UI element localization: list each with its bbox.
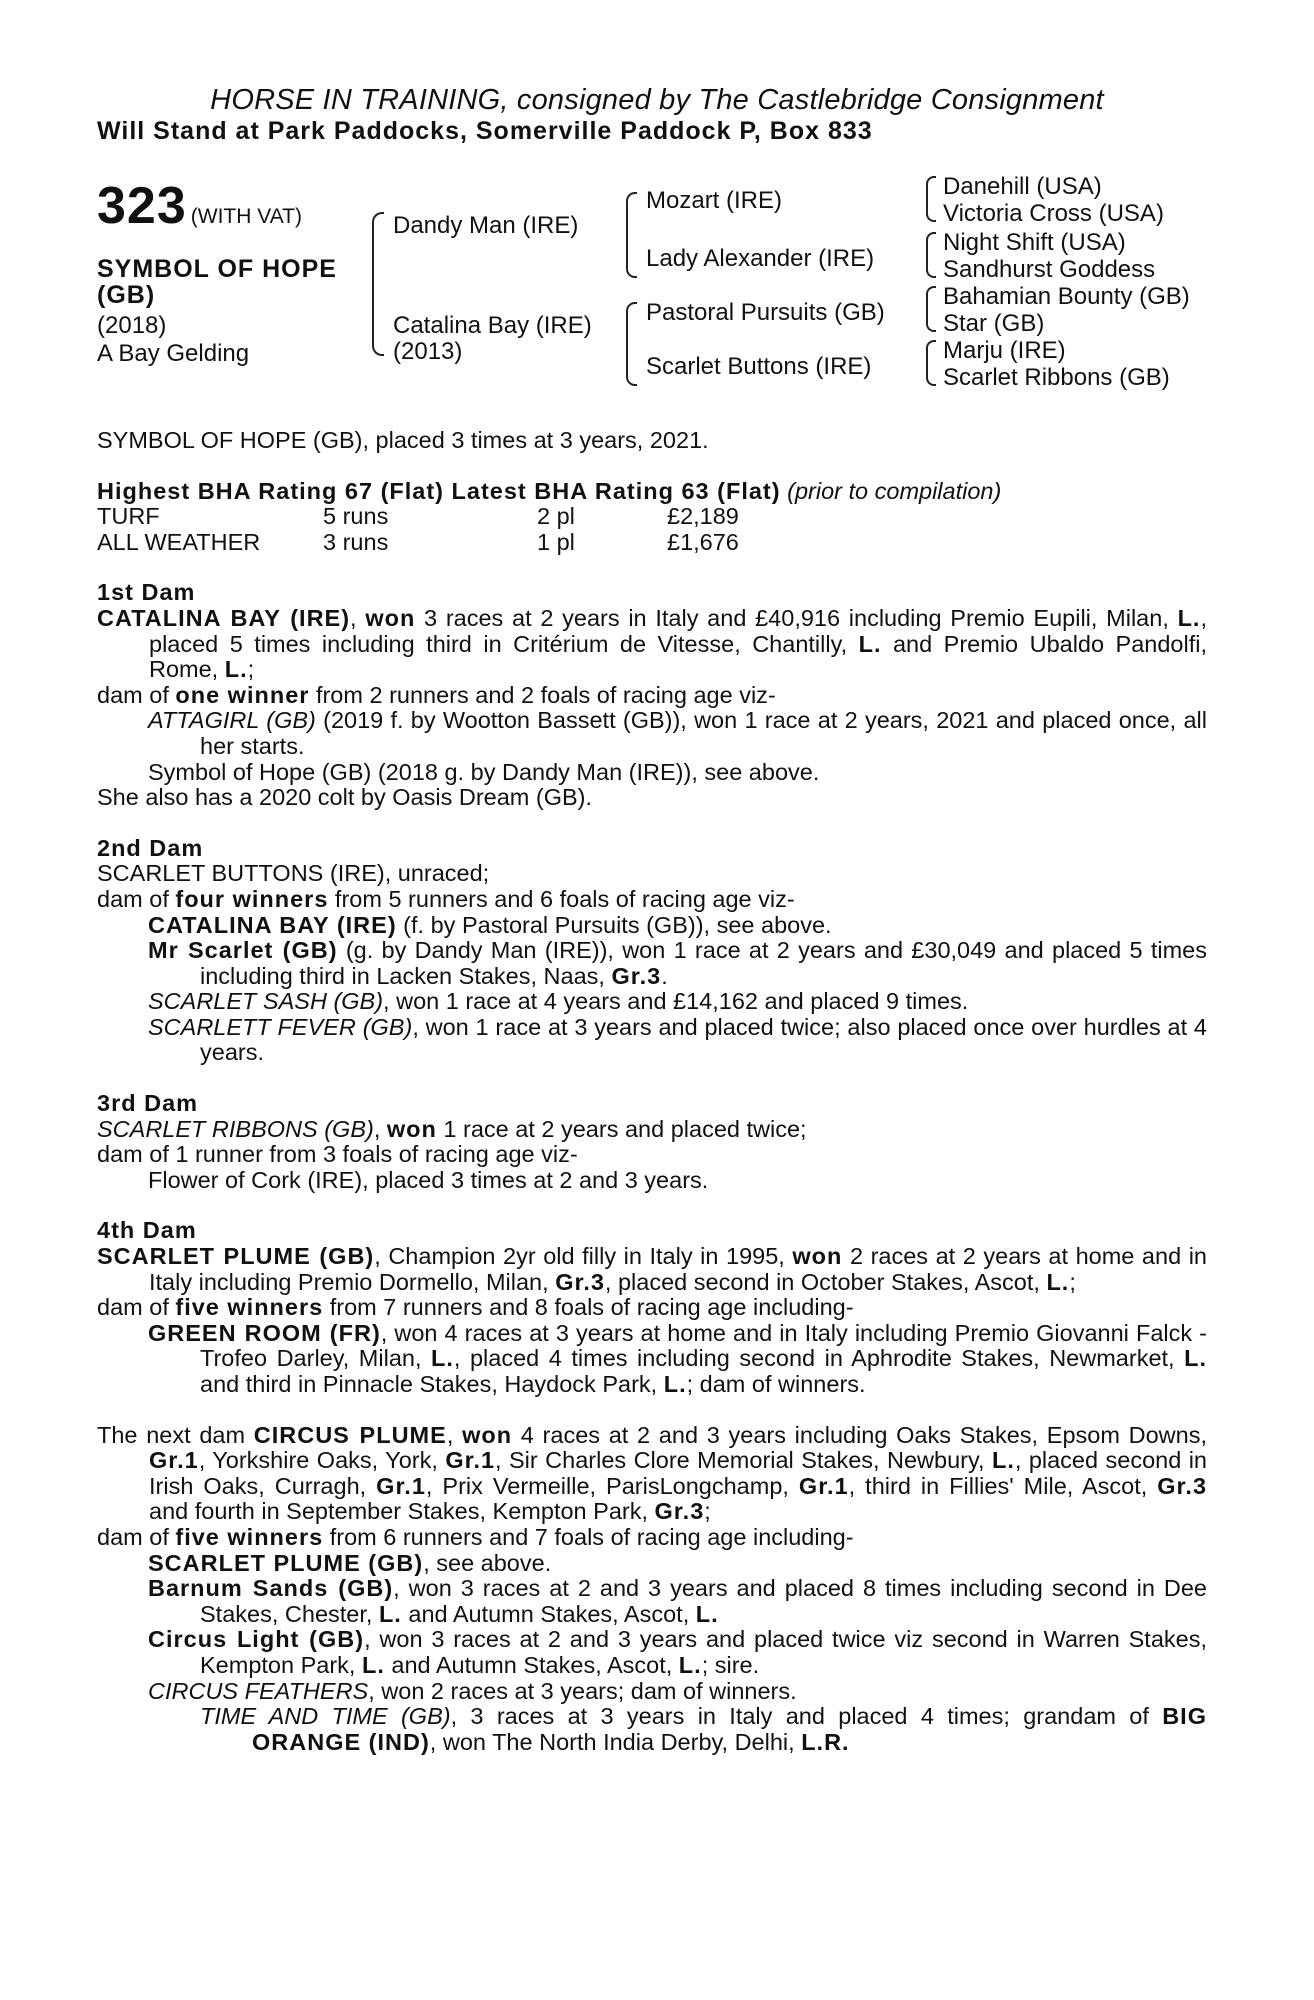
- horse-description: A Bay Gelding: [97, 340, 250, 367]
- prize-money: £2,189: [667, 503, 739, 530]
- produce-entry: Symbol of Hope (GB) (2018 g. by Dandy Man (IRE)), see above.: [148, 758, 820, 785]
- great-grandsire-2: Night Shift (USA): [943, 229, 1126, 256]
- rating-text: Highest BHA Rating 67 (Flat) Latest BHA Rating 63 (Flat): [97, 477, 781, 504]
- race-summary: SYMBOL OF HOPE (GB), placed 3 times at 3 years, 2021.: [97, 427, 709, 453]
- pedigree-brace: [926, 232, 936, 278]
- table-row: [97, 504, 739, 530]
- surface: TURF: [97, 503, 160, 530]
- vat-note: (WITH VAT): [190, 205, 302, 228]
- great-granddam-4: Scarlet Ribbons (GB): [943, 364, 1170, 391]
- pedigree-brace: [626, 192, 637, 278]
- runs: 3 runs: [323, 528, 389, 555]
- produce-entry: SCARLETT FEVER (GB), won 1 race at 3 years and placed twice; also placed once over hurdles at 4 years.: [148, 1013, 1207, 1066]
- produce-entry: SCARLET SASH (GB), won 1 race at 4 years and £14,162 and placed 9 times.: [148, 988, 969, 1015]
- produce-entry: CIRCUS FEATHERS, won 2 races at 3 years; dam of winners.: [148, 1677, 797, 1704]
- produce-entry: GREEN ROOM (FR), won 4 races at 3 years at home and in Italy including Premio Giovanni Falck - Trofeo Darley, Milan, L., placed 4 times including second in Aphrodite Stakes, Newmarket, L. and third in Pinnacle Stakes, Haydock Park, L.; dam of winners.: [148, 1319, 1207, 1397]
- great-granddam-2: Sandhurst Goddess: [943, 256, 1156, 283]
- produce-entry: Mr Scarlet (GB) (g. by Dandy Man (IRE)), won 1 race at 2 years and £30,049 and placed 5 times including third in Lacken Stakes, Naas, Gr.3.: [148, 937, 1207, 989]
- great-grandsire-3: Bahamian Bounty (GB): [943, 283, 1190, 310]
- dam-sire: Pastoral Pursuits (GB): [646, 299, 885, 326]
- prize-money: £1,676: [667, 528, 739, 555]
- rating-note: (prior to compilation): [787, 477, 1002, 504]
- produce-entry: SCARLET PLUME (GB), see above.: [148, 1549, 552, 1576]
- second-dam-produce: dam of four winners from 5 runners and 6 foals of racing age viz-: [97, 885, 795, 912]
- placed: 1 pl: [537, 528, 575, 555]
- lot-heading: [97, 176, 302, 236]
- foaling-year: (2018): [97, 312, 167, 339]
- catalogue-body: [97, 428, 1207, 1755]
- fourth-dam-entry: SCARLET PLUME (GB), Champion 2yr old filly in Italy in 1995, won 2 races at 2 years at home and in Italy including Premio Dormello, Milan, Gr.3, placed second in October Stakes, Ascot, L.;: [97, 1243, 1207, 1295]
- fourth-dam-heading: 4th Dam: [97, 1217, 197, 1244]
- first-dam-heading: 1st Dam: [97, 579, 196, 606]
- surface: ALL WEATHER: [97, 528, 261, 555]
- produce-entry: TIME AND TIME (GB), 3 races at 3 years in Italy and placed 4 times; grandam of BIG ORANGE (IND), won The North India Derby, Delhi, L.R.: [200, 1703, 1207, 1755]
- third-dam-heading: 3rd Dam: [97, 1090, 199, 1117]
- horse-name-line2: (GB): [97, 281, 156, 309]
- second-dam-heading: 2nd Dam: [97, 834, 204, 861]
- bha-rating: [97, 479, 1207, 505]
- dam: Catalina Bay (IRE): [393, 312, 592, 339]
- first-dam-produce: dam of one winner from 2 runners and 2 foals of racing age viz-: [97, 681, 776, 708]
- horse-name: [97, 256, 367, 308]
- great-granddam-3: Star (GB): [943, 310, 1045, 337]
- placed: 2 pl: [537, 503, 575, 530]
- next-dam-entry: The next dam CIRCUS PLUME, won 4 races at 2 and 3 years including Oaks Stakes, Epsom Downs, Gr.1, Yorkshire Oaks, York, Gr.1, Sir Charles Clore Memorial Stakes, Newbury, L., placed second in Irish Oaks, Curragh, Gr.1, Prix Vermeille, ParisLongchamp, Gr.1, third in Fillies' Mile, Ascot, Gr.3 and fourth in September Stakes, Kempton Park, Gr.3;: [97, 1421, 1208, 1525]
- next-dam-produce: dam of five winners from 6 runners and 7 foals of racing age including-: [97, 1523, 854, 1550]
- horse-name-line1: SYMBOL OF HOPE: [97, 255, 337, 283]
- third-dam-entry: SCARLET RIBBONS (GB), won 1 race at 2 years and placed twice;: [97, 1115, 807, 1142]
- great-grandsire-4: Marju (IRE): [943, 337, 1066, 364]
- sire: Dandy Man (IRE): [393, 212, 579, 239]
- sire-sire: Mozart (IRE): [646, 187, 783, 214]
- pedigree-brace: [926, 340, 936, 386]
- third-dam-produce: dam of 1 runner from 3 foals of racing age viz-: [97, 1141, 578, 1168]
- dam-year: (2013): [393, 338, 463, 365]
- great-granddam-1: Victoria Cross (USA): [943, 200, 1164, 227]
- table-row: [97, 530, 739, 556]
- produce-entry: CATALINA BAY (IRE) (f. by Pastoral Pursuits (GB)), see above.: [148, 911, 832, 938]
- pedigree-brace: [372, 212, 384, 356]
- fourth-dam-produce: dam of five winners from 7 runners and 8 foals of racing age including-: [97, 1294, 854, 1321]
- runs: 5 runs: [323, 503, 389, 530]
- produce-entry: Flower of Cork (IRE), placed 3 times at 2 and 3 years.: [148, 1166, 709, 1193]
- produce-entry: ATTAGIRL (GB) (2019 f. by Wootton Bassett (GB)), won 1 race at 2 years, 2021 and placed once, all her starts.: [148, 707, 1207, 759]
- produce-entry: Barnum Sands (GB), won 3 races at 2 and 3 years and placed 8 times including second in Dee Stakes, Chester, L. and Autumn Stakes, Ascot, L.: [148, 1575, 1207, 1627]
- horse-details: [97, 312, 249, 368]
- second-dam-entry: SCARLET BUTTONS (IRE), unraced;: [97, 860, 490, 887]
- consignor-title: HORSE IN TRAINING, consigned by The Castlebridge Consignment: [210, 84, 1104, 116]
- produce-entry: Circus Light (GB), won 3 races at 2 and 3 years and placed twice viz second in Warren Stakes, Kempton Park, L. and Autumn Stakes, Ascot, L.; sire.: [148, 1626, 1207, 1678]
- stand-location: Will Stand at Park Paddocks, Somerville Paddock P, Box 833: [97, 117, 873, 145]
- great-grandsire-1: Danehill (USA): [943, 173, 1102, 200]
- pedigree-brace: [626, 302, 637, 386]
- dam-dam: Scarlet Buttons (IRE): [646, 353, 872, 380]
- pedigree-brace: [926, 176, 936, 222]
- sire-dam: Lady Alexander (IRE): [646, 245, 875, 272]
- run-record-table: [97, 504, 739, 555]
- pedigree-brace: [926, 286, 936, 332]
- lot-number: 323: [97, 177, 187, 235]
- produce-note: She also has a 2020 colt by Oasis Dream (GB).: [97, 784, 593, 811]
- first-dam-entry: CATALINA BAY (IRE), won 3 races at 2 years in Italy and £40,916 including Premio Eupili, Milan, L., placed 5 times including third in Critérium de Vitesse, Chantilly, L. and Premio Ubaldo Pandolfi, Rome, L.;: [97, 604, 1208, 683]
